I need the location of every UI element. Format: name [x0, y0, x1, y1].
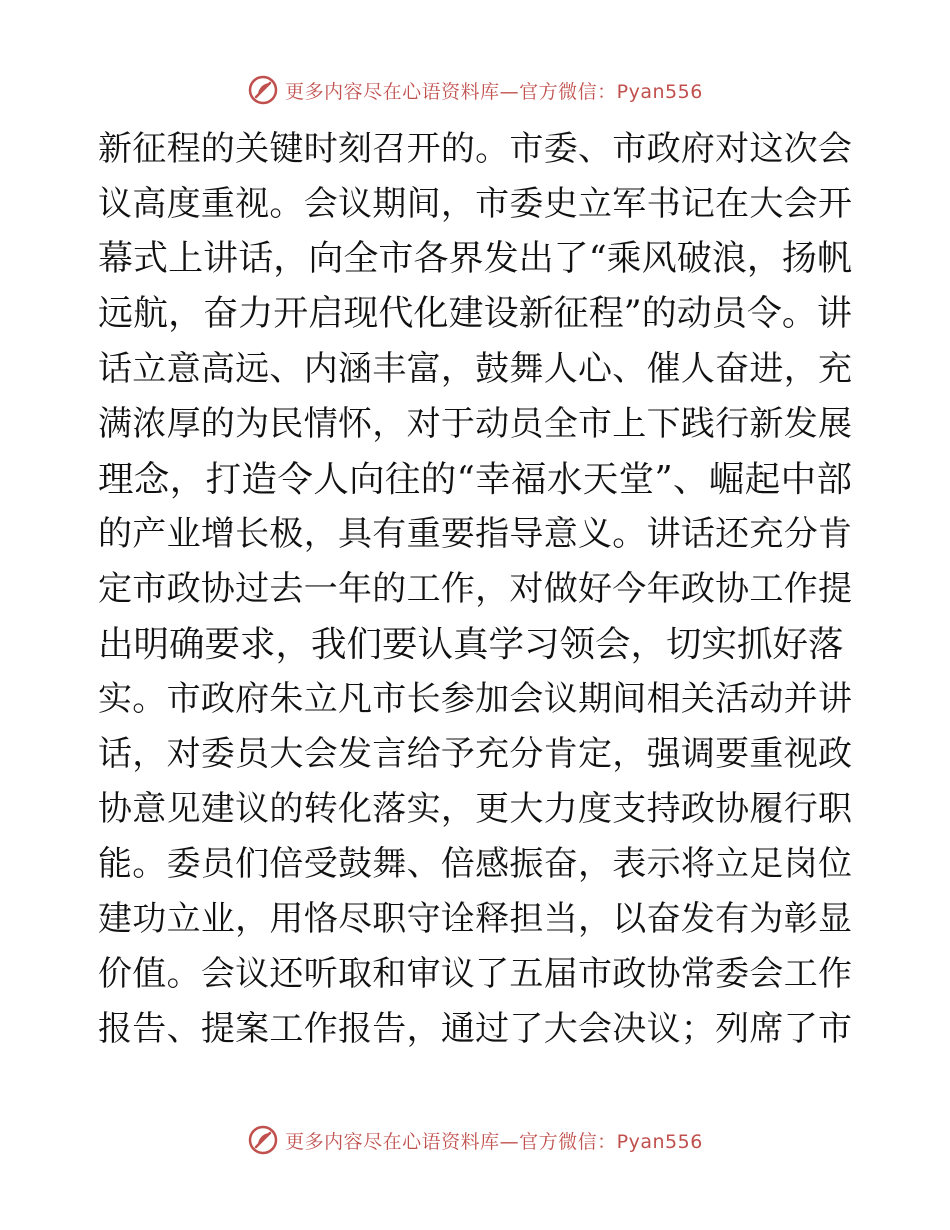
body-line: 价值。会议还听取和审议了五届市政协常委会工作	[98, 954, 852, 994]
body-line: 议高度重视。会议期间，市委史立军书记在大会开	[98, 184, 852, 224]
body-line: 的产业增长极，具有重要指导意义。讲话还充分肯	[98, 514, 852, 554]
quill-logo-icon	[247, 74, 279, 106]
body-line: 能。委员们倍受鼓舞、倍感振奋，表示将立足岗位	[98, 844, 852, 884]
body-line: 理念，打造令人向往的“幸福水天堂”、崛起中部	[98, 459, 852, 500]
body-line: 定市政协过去一年的工作，对做好今年政协工作提	[98, 569, 852, 609]
footer-banner-text: 更多内容尽在心语资料库—官方微信：Pyan556	[285, 1130, 703, 1153]
header-banner-text: 更多内容尽在心语资料库—官方微信：Pyan556	[285, 80, 703, 103]
body-line: 话立意高远、内涵丰富，鼓舞人心、催人奋进，充	[98, 349, 852, 389]
body-line: 满浓厚的为民情怀，对于动员全市上下践行新发展	[98, 404, 852, 444]
quill-logo-icon	[247, 1124, 279, 1156]
header-banner	[0, 70, 950, 110]
footer-banner	[0, 1120, 950, 1160]
body-line: 幕式上讲话，向全市各界发出了“乘风破浪，扬帆	[98, 239, 852, 279]
body-line: 建功立业，用恪尽职守诠释担当，以奋发有为彰显	[98, 899, 852, 939]
body-line: 出明确要求，我们要认真学习领会，切实抓好落	[98, 624, 844, 665]
body-line: 实。市政府朱立凡市长参加会议期间相关活动并讲	[98, 679, 852, 719]
document-body	[98, 122, 852, 1057]
body-line: 报告、提案工作报告，通过了大会决议；列席了市	[98, 1009, 852, 1049]
body-line: 话，对委员大会发言给予充分肯定，强调要重视政	[98, 734, 852, 774]
body-line: 新征程的关键时刻召开的。市委、市政府对这次会	[98, 129, 852, 169]
body-line: 远航，奋力开启现代化建设新征程”的动员令。讲	[98, 294, 852, 334]
body-line: 协意见建议的转化落实，更大力度支持政协履行职	[98, 789, 852, 829]
